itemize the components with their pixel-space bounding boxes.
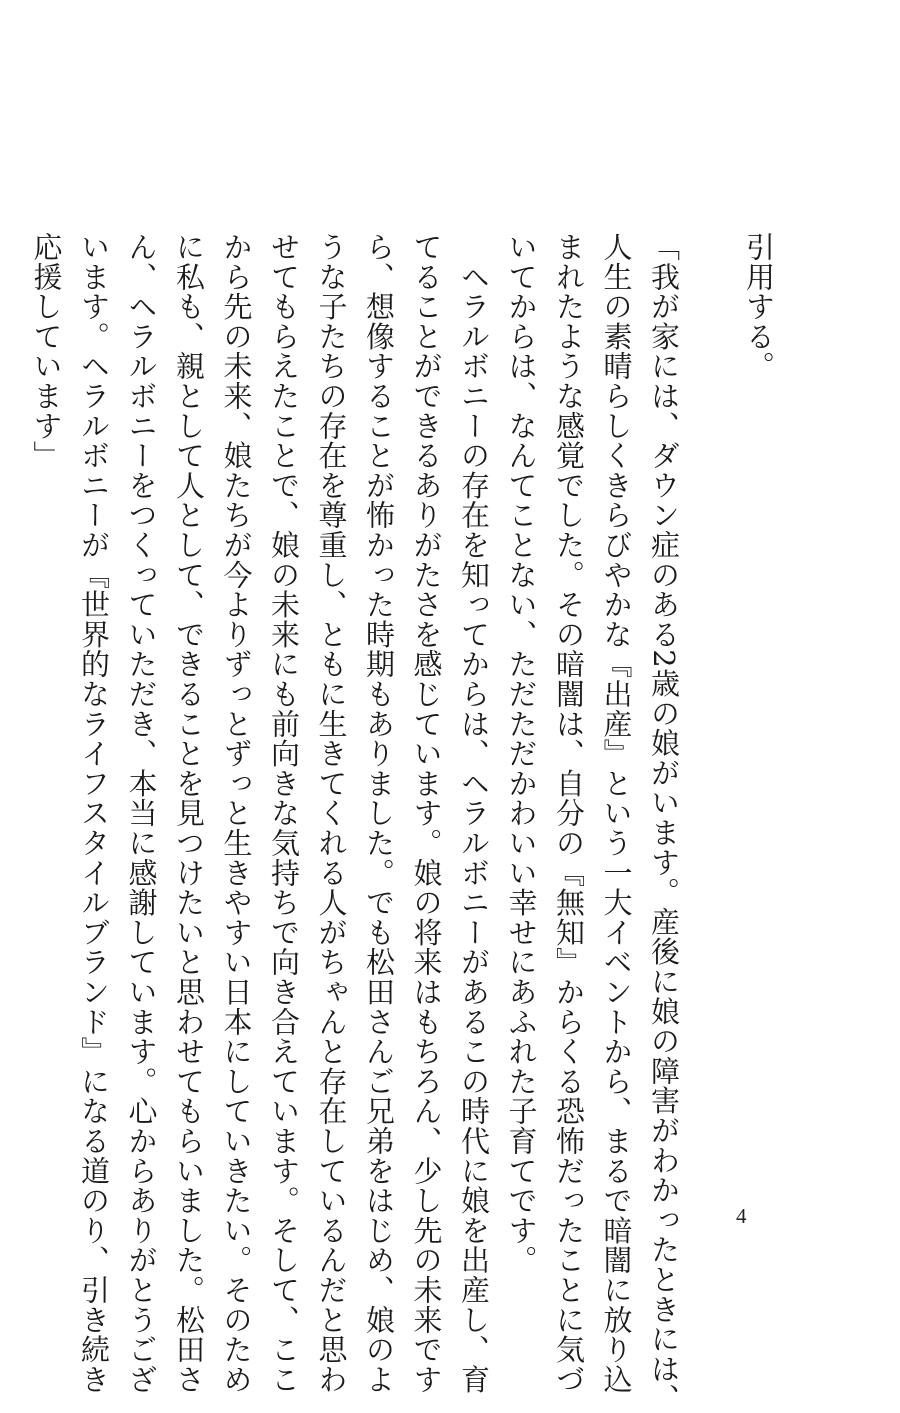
quote-line: 人生の素晴らしくきらびやかな『出産』という一大イベントから、まるで暗闇に放り込 [599,232,634,1395]
quote-line: ら、想像することが怖かった時期もありました。でも松田さんご兄弟をはじめ、娘のよ [362,232,396,1395]
quote-line: ん、ヘラルボニーをつくっていただき、本当に感謝しています。心からありがとうござ [124,232,159,1395]
quote-line: から先の未来、娘たちが今よりずっとずっと生きやすい日本にしていきたい。そのため [219,232,254,1395]
quote-line: に私も、親として人として、できることを見つけたいと思わせてもらいました。松田さ [172,232,206,1395]
quote-line: せてもらえたことで、娘の未来にも前向きな気持ちで向き合えています。そして、ここ [267,232,301,1395]
quote-line: うな子たちの存在を尊重し、ともに生きてくれる人がちゃんと存在しているんだと思わ [314,232,349,1395]
quote-line: 「我が家には、ダウン症のある2歳の娘がいます。産後に娘の障害がわかったときには、 [647,232,681,1413]
quote-line: います。ヘラルボニーが『世界的なライフスタイルブランド』になる道のり、引き続き [77,232,111,1395]
quote-line: いてからは、なんてことない、ただただかわいい幸せにあふれた子育てです。 [504,232,539,1275]
quote-line: てることができるありがたさを感じています。娘の将来はもちろん、少し先の未来です [409,232,444,1395]
quote-line: まれたような感覚でした。その暗闇は、自分の『無知』からくる恐怖だったことに気づ [552,232,586,1395]
vertical-text-body [22,232,782,1413]
page-number: 4 [736,1204,747,1228]
intro-line: 引用する。 [742,232,776,381]
quote-line: 応援しています」 [29,232,64,471]
quote-line: ヘラルボニーの存在を知ってからは、ヘラルボニーがあるこの時代に娘を出産し、育 [457,232,491,1395]
